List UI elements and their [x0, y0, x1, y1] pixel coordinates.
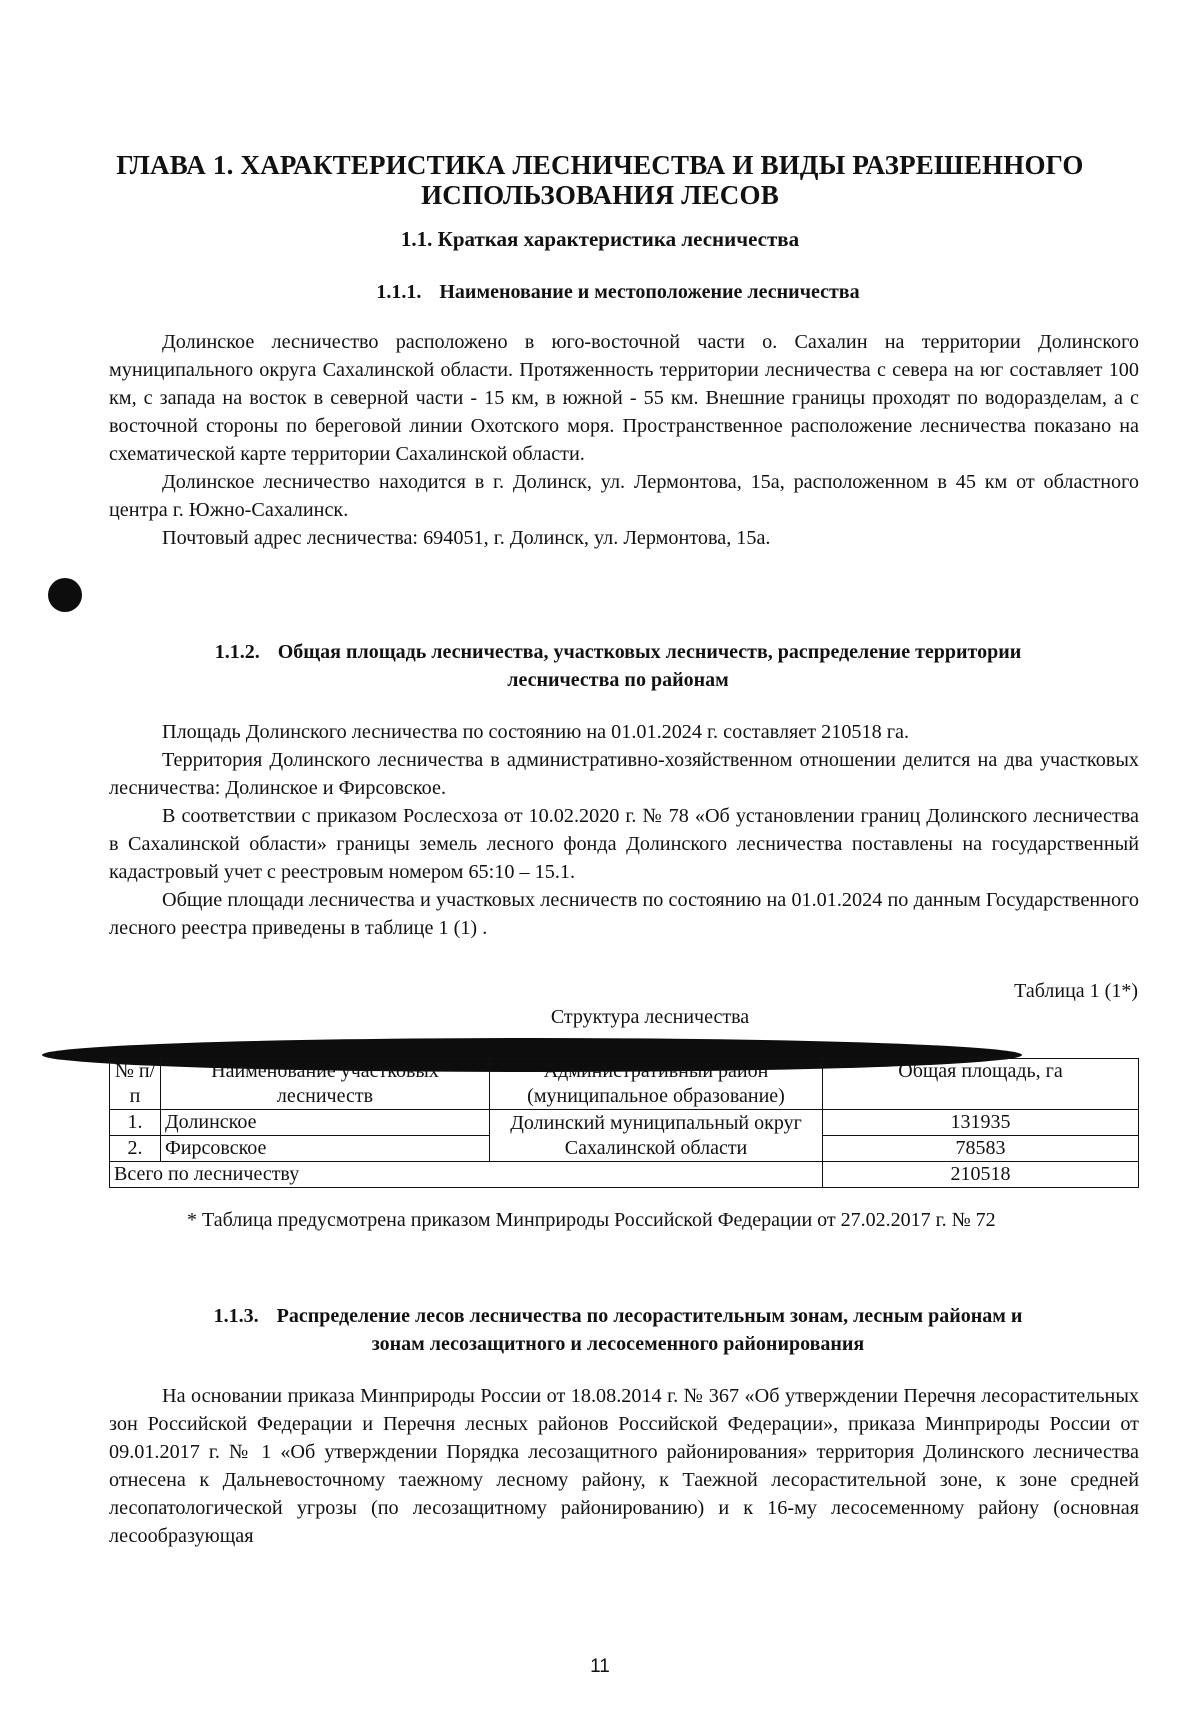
header-district: Административный район (муниципальное образование) [490, 1059, 823, 1110]
total-area: 210518 [823, 1162, 1139, 1188]
row-num: 1. [110, 1110, 161, 1136]
table-total-row [110, 1162, 1139, 1188]
chapter-title-line: ГЛАВА 1. ХАРАКТЕРИСТИКА ЛЕСНИЧЕСТВА И ВИДЫ РАЗРЕШЕННОГО [116, 150, 1084, 180]
section-title: Наименование и местоположение лесничества [439, 281, 860, 303]
paragraph: Долинское лесничество расположено в юго-восточной части о. Сахалин на территории Долинского муниципального округа Сахалинской области. Протяженность территории лесничества с севера на юг составляет 100 км, с запада на восток в северной части - 15 км, в южной - 55 км. Внешние границы проходят по водоразделам, а с восточной стороны по береговой линии Охотского моря. Пространственное расположение лесничества показано на схематической карте территории Сахалинской области. [109, 331, 1139, 465]
table-caption: Структура лесничества [550, 1006, 750, 1028]
table-header-row [110, 1059, 1139, 1110]
section-1-1-1-body [109, 328, 1139, 552]
section-heading-1-1-3 [118, 1302, 1118, 1358]
chapter-title-line: ИСПОЛЬЗОВАНИЯ ЛЕСОВ [421, 180, 779, 210]
paragraph: В соответствии с приказом Рослесхоза от 10.02.2020 г. № 78 «Об установлении границ Долинского лесничества в Сахалинской области» границы земель лесного фонда Долинского лесничества поставлены на государственный кадастровый учет с реестровым номером 65:10 – 15.1. [109, 805, 1139, 883]
section-heading-1-1-1 [118, 278, 1118, 306]
section-heading-1-1: 1.1. Краткая характеристика лесничества [400, 227, 800, 251]
total-label: Всего по лесничеству [110, 1162, 823, 1188]
row-num: 2. [110, 1136, 161, 1162]
paragraph: Территория Долинского лесничества в административно-хозяйственном отношении делится на два участковых лесничества: Долинское и Фирсовское. [109, 749, 1139, 799]
header-num: № п/п [110, 1059, 161, 1110]
table-row [110, 1110, 1139, 1136]
section-title-line: Общая площадь лесничества, участковых лесничеств, распределение территории [277, 641, 1022, 663]
row-district: Долинский муниципальный округ Сахалинской области [490, 1110, 823, 1162]
row-name: Долинское [161, 1110, 490, 1136]
row-area: 131935 [823, 1110, 1139, 1136]
forestry-structure-table [109, 1058, 1139, 1188]
section-title-line: лесничества по районам [507, 669, 729, 691]
chapter-title [100, 150, 1100, 210]
paragraph: Общие площади лесничества и участковых лесничеств по состоянию на 01.01.2024 по данным Государственного лесного реестра приведены в таблице 1 (1) . [109, 889, 1139, 939]
row-name: Фирсовское [161, 1136, 490, 1162]
table-footnote [109, 1206, 1139, 1234]
paragraph: Площадь Долинского лесничества по состоянию на 01.01.2024 г. составляет 210518 га. [162, 721, 910, 743]
section-heading-1-1-2 [118, 638, 1118, 694]
section-number: 1.1.3. [213, 1305, 259, 1327]
punch-hole-mark [48, 578, 82, 612]
row-area: 78583 [823, 1136, 1139, 1162]
section-title-line: Распределение лесов лесничества по лесорастительным зонам, лесным районам и [276, 1305, 1023, 1327]
header-name: Наименование участковых лесничеств [161, 1059, 490, 1110]
section-number: 1.1.2. [214, 641, 260, 663]
page-number: 11 [590, 1656, 610, 1677]
footnote-text: * Таблица предусмотрена приказом Минприроды Российской Федерации от 27.02.2017 г. № 72 [187, 1209, 996, 1231]
section-1-1-2-body [109, 718, 1139, 942]
section-title-line: зонам лесозащитного и лесосеменного районирования [371, 1333, 865, 1355]
header-area: Общая площадь, га [823, 1059, 1139, 1110]
paragraph: Почтовый адрес лесничества: 694051, г. Долинск, ул. Лермонтова, 15а. [162, 527, 771, 549]
table-label: Таблица 1 (1*) [1014, 980, 1138, 1002]
section-number: 1.1.1. [376, 281, 422, 303]
paragraph: На основании приказа Минприроды России от 18.08.2014 г. № 367 «Об утверждении Перечня лесорастительных зон Российской Федерации и Перечня лесных районов Российской Федерации», приказа Минприроды России от 09.01.2017 г. № 1 «Об утверждении Порядка лесозащитного районирования» территория Долинского лесничества отнесена к Дальневосточному таежному лесному району, к Таежной лесорастительной зоне, к зоне средней лесопатологической угрозы (по лесозащитному районированию) и к 16-му лесосеменному району (основная лесообразующая [109, 1385, 1139, 1547]
section-1-1-3-body [109, 1382, 1139, 1550]
paragraph: Долинское лесничество находится в г. Долинск, ул. Лермонтова, 15а, расположенном в 45 км от областного центра г. Южно-Сахалинск. [109, 471, 1139, 521]
